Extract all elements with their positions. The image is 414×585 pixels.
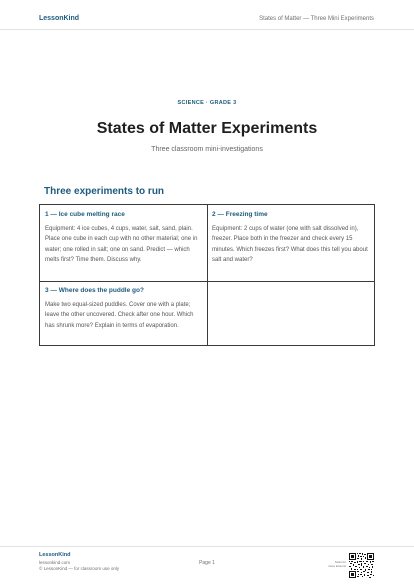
- experiment-title: 1 — Ice cube melting race: [45, 211, 125, 218]
- brand-logo[interactable]: LessonKind: [39, 15, 80, 22]
- section-heading: Three experiments to run: [44, 186, 165, 197]
- page-title: States of Matter Experiments: [96, 120, 318, 137]
- qr-code-icon[interactable]: [349, 553, 374, 578]
- subject-grade-label: SCIENCE · GRADE 3: [177, 100, 237, 106]
- experiment-card-1: [45, 210, 203, 265]
- experiment-title: 2 — Freezing time: [212, 211, 268, 218]
- qr-caption-line: more lessons: [328, 564, 346, 568]
- page-number: Page 1: [199, 560, 215, 566]
- page-header: [0, 0, 414, 30]
- experiment-card-3: [45, 286, 203, 331]
- experiment-description: Equipment: 2 cups of water (one with salt dissolved in), freezer. Place both in the freezer and check every 15 minutes. Which freezes first? What does this tell you about salt and water?: [212, 226, 368, 263]
- qr-caption: [320, 560, 346, 568]
- page-subtitle: Three classroom mini-investigations: [151, 146, 263, 153]
- page-footer: [0, 546, 414, 585]
- qr-caption-line: Scan for: [334, 560, 346, 564]
- document-title: States of Matter — Three Mini Experiments: [259, 16, 374, 22]
- experiment-title: 3 — Where does the puddle go?: [45, 287, 144, 294]
- table-divider-horizontal: [40, 281, 374, 282]
- experiments-table: [39, 204, 375, 346]
- experiment-card-2: [212, 210, 370, 265]
- table-divider-vertical: [207, 205, 208, 345]
- experiment-description: Equipment: 4 ice cubes, 4 cups, water, salt, sand, plain. Place one cube in each cup with no other material; one in water; one rolled in salt; one on sand. Predict — which melts first? Time them. Discuss why.: [45, 226, 198, 263]
- footer-brand: LessonKind: [39, 552, 71, 558]
- footer-copyright: © LessonKind — for classroom use only: [39, 566, 120, 571]
- experiment-description: Make two equal-sized puddles. Cover one with a plate; leave the other uncovered. Check after one hour. Which has shrunk more? Explain in terms of evaporation.: [45, 302, 194, 329]
- footer-website-link[interactable]: lessonkind.com: [39, 560, 71, 565]
